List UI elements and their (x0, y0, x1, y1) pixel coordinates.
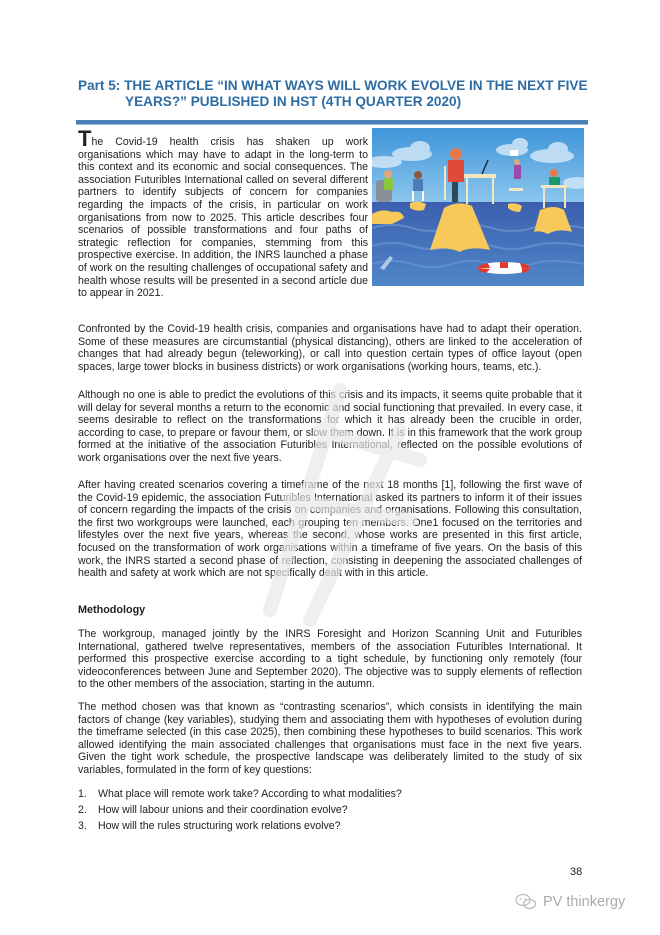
body-paragraph-2: Although no one is able to predict the evolutions of this crisis and its impacts, it seems quite probable that it will delay for several months a return to the economic and social functioning that prevailed. In every case, it seems desirable to reflect on the transformations for which it has already been the crucible in order, according to case, to prepare or favour them, or slow them down. It is in this framework that the work group formed at the initiative of the association Futuribles International, reflected on the possible evolutions of work organisations over the next five years. (78, 389, 582, 464)
intro-paragraph (78, 126, 368, 300)
list-item-number: 1. (78, 788, 87, 800)
list-item (78, 818, 582, 834)
list-item-text: How will the rules structuring work relations evolve? (98, 820, 341, 832)
title-underline-rule (76, 120, 588, 125)
list-item-text: What place will remote work take? According to what modalities? (98, 788, 402, 800)
brand-watermark (515, 893, 625, 911)
islands-illustration-image (372, 128, 584, 286)
brand-name: PV thinkergy (543, 894, 626, 910)
page-number: 38 (570, 866, 583, 878)
methodology-paragraph-1: The workgroup, managed jointly by the INRS Foresight and Horizon Scanning Unit and Futuribles International, gathered twelve representatives, members of the association Futuribles International. It performed this prospective exercise according to a tight schedule, by functioning only remotely (four videoconferences between June and September 2020). The objective was to supply elements of reflection to the other members of the association, starting in the autumn. (78, 628, 582, 691)
list-item-number: 2. (78, 804, 87, 816)
section-title (78, 78, 598, 110)
section-title-line1: Part 5: THE ARTICLE “IN WHAT WAYS WILL WORK EVOLVE IN THE NEXT FIVE (78, 78, 588, 93)
body-paragraph-3: After having created scenarios covering a timeframe of the next 18 months [1], following the first wave of the Covid-19 epidemic, the association Futuribles International asked its partners to inform it of their issues of concern regarding the impacts of the crisis on companies and organisations. Following this consultation, the first two workgroups were launched, each grouping ten members. One1 focused on the territories and lifestyles over the next five years, whereas the second, whose works are presented in this first article, focused on the transformation of work organisations within a timeframe of five years. On the basis of this work, the INRS started a second phase of reflection, consisting in deepening the associated challenges of health and safety at work which are not specifically dealt with in this article. (78, 479, 582, 580)
drop-cap: T (78, 126, 92, 151)
list-item-text: How will labour unions and their coordination evolve? (98, 804, 348, 816)
list-item (78, 786, 582, 802)
section-title-line2: YEARS?” PUBLISHED IN HST (4TH QUARTER 2020) (125, 94, 462, 109)
key-questions-list (78, 786, 582, 834)
list-item-number: 3. (78, 820, 87, 832)
body-paragraph-1: Confronted by the Covid-19 health crisis, companies and organisations have had to adapt their operation. Some of these measures are circumstantial (physical distancing), others are linked to the acceleration of changes that had already begun (teleworking), or call into question certain types of office layout (open spaces, large tower blocks in business districts) or work organisations (working hours, teams, etc.). (78, 323, 582, 373)
list-item (78, 802, 582, 818)
intro-text: he Covid-19 health crisis has shaken up work organisations which may have to adapt in the long-term to this context and its economic and social consequences. The association Futuribles International called on several different partners to identify subjects of concern for companies regarding the impacts of the crisis, in particular on work organisations from now to 2025. This article describes four scenarios of possible transformations and four paths of strategic reflection for companies, stemming from this prospective exercise. In addition, the INRS launched a phase of work on the resulting challenges of occupational safety and health whose results will be presented in a second article due to appear in 2021. (78, 136, 368, 300)
article-illustration (372, 128, 584, 286)
wechat-icon (515, 893, 537, 911)
methodology-heading: Methodology (78, 604, 146, 616)
methodology-paragraph-2: The method chosen was that known as “contrasting scenarios”, which consists in identifying the main factors of change (key variables), studying them and associating them with hypotheses of evolution during the timeframe selected (in this case 2025), then combining these hypotheses to build scenarios. This work allowed identifying the main associated challenges that organisations must face in the next five years. Given the tight work schedule, the prospective landscape was deliberately limited to the study of six variables, formulated in the form of key questions: (78, 701, 582, 776)
